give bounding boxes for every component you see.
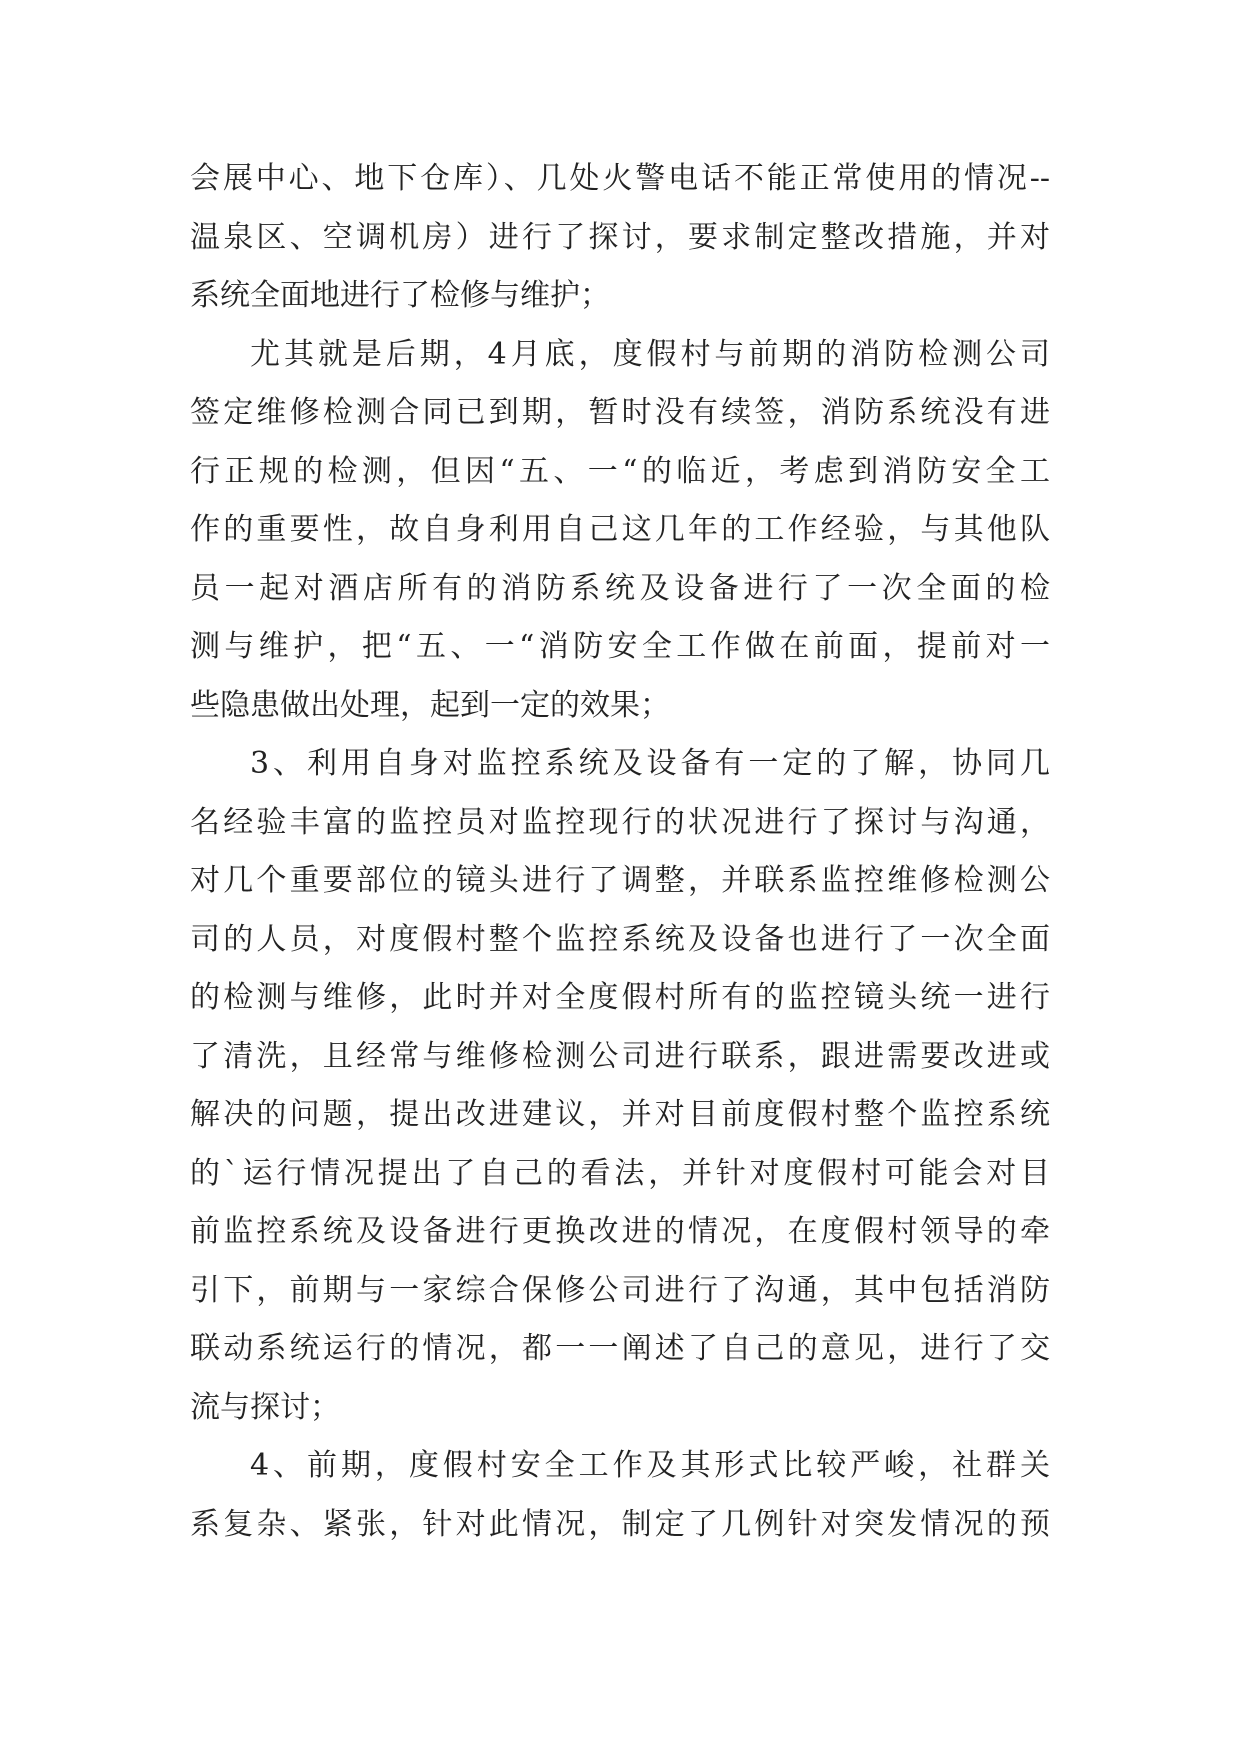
text-line: 前监控系统及设备进行更换改进的情况，在度假村领导的牵 xyxy=(190,1214,1050,1249)
document-body xyxy=(190,150,1050,1554)
text-line: 作的重要性，故自身利用自己这几年的工作经验，与其他队 xyxy=(190,512,1050,547)
text-line: 温泉区、空调机房）进行了探讨，要求制定整改措施，并对 xyxy=(190,219,1050,255)
text-line: 系复杂、紧张，针对此情况，制定了几例针对突发情况的预 xyxy=(190,1506,1050,1542)
text-line: 行正规的检测，但因“五、一“的临近，考虑到消防安全工 xyxy=(190,453,1050,489)
paragraph xyxy=(190,326,1050,736)
text-line: 解决的问题，提出改进建议，并对目前度假村整个监控系统 xyxy=(190,1097,1050,1132)
text-line: 些隐患做出处理，起到一定的效果； xyxy=(190,687,670,723)
text-line: 3、利用自身对监控系统及设备有一定的了解，协同几 xyxy=(250,746,1050,781)
text-line: 了清洗，且经常与维修检测公司进行联系，跟进需要改进或 xyxy=(190,1038,1050,1074)
text-line: 系统全面地进行了检修与维护； xyxy=(190,278,610,313)
text-line: 对几个重要部位的镜头进行了调整，并联系监控维修检测公 xyxy=(190,863,1050,898)
text-line: 引下，前期与一家综合保修公司进行了沟通，其中包括消防 xyxy=(190,1272,1050,1308)
text-line: 联动系统运行的情况，都一一阐述了自己的意见，进行了交 xyxy=(190,1331,1050,1366)
text-line: 的检测与维修，此时并对全度假村所有的监控镜头统一进行 xyxy=(190,980,1050,1015)
text-line: 签定维修检测合同已到期，暂时没有续签，消防系统没有进 xyxy=(190,395,1050,430)
text-line: 4、前期，度假村安全工作及其形式比较严峻，社群关 xyxy=(250,1448,1050,1483)
text-line: 会展中心、地下仓库）、几处火警电话不能正常使用的情况-- xyxy=(190,161,1050,196)
text-line: 员一起对酒店所有的消防系统及设备进行了一次全面的检 xyxy=(190,570,1050,606)
text-line: 的`运行情况提出了自己的看法，并针对度假村可能会对目 xyxy=(190,1155,1050,1191)
paragraph xyxy=(190,150,1050,326)
paragraph xyxy=(190,735,1050,1437)
text-line: 名经验丰富的监控员对监控现行的状况进行了探讨与沟通， xyxy=(190,804,1050,840)
text-line: 测与维护，把“五、一“消防安全工作做在前面，提前对一 xyxy=(190,629,1050,664)
text-line: 司的人员，对度假村整个监控系统及设备也进行了一次全面 xyxy=(190,921,1050,957)
paragraph xyxy=(190,1437,1050,1554)
text-line: 流与探讨； xyxy=(190,1389,340,1425)
text-line: 尤其就是后期，4月底，度假村与前期的消防检测公司 xyxy=(250,336,1050,372)
